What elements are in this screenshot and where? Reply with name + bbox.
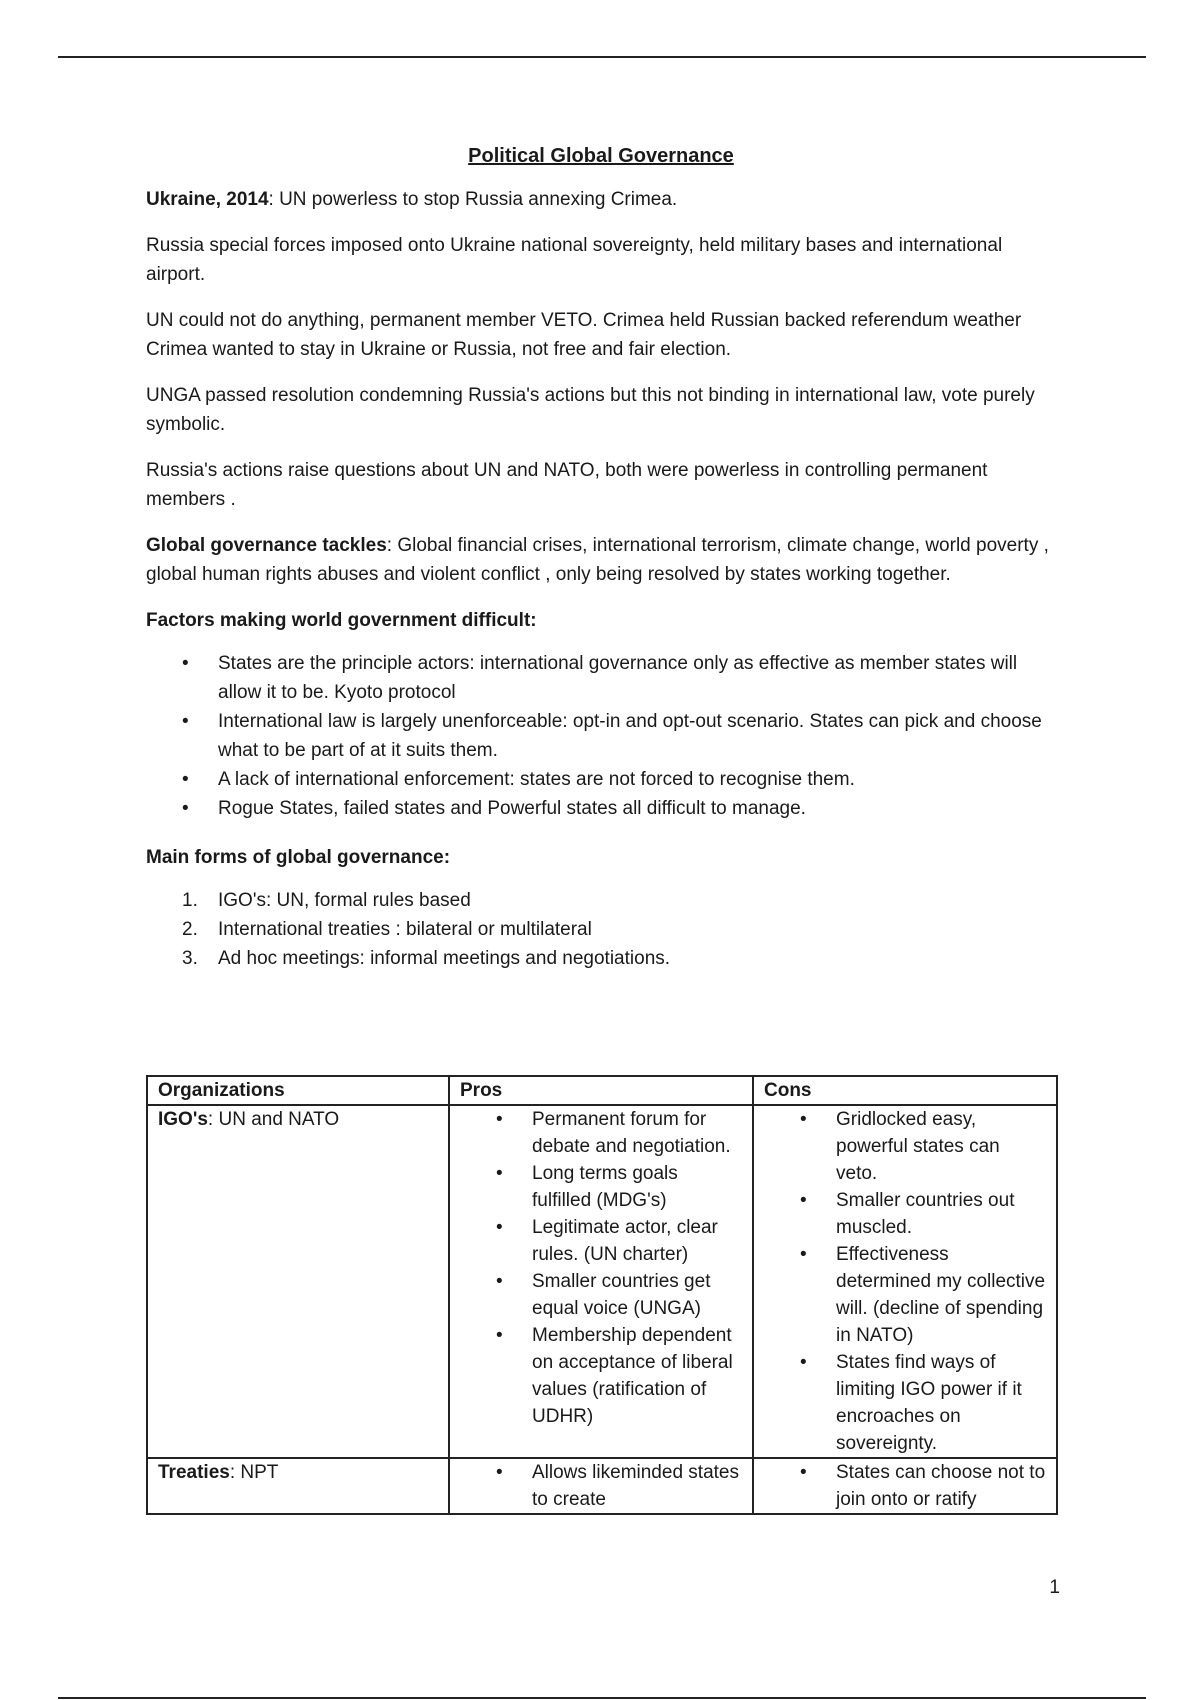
list-item [460,1459,742,1513]
paragraph-label: Global governance tackles [146,535,387,556]
org-label: IGO's [158,1109,208,1130]
paragraph-veto: UN could not do anything, permanent member VETO. Crimea held Russian backed referendum weather Crimea wanted to stay in Ukraine or Russia, not free and fair election. [146,310,1022,360]
list-item-text: International law is largely unenforceable: opt-in and opt-out scenario. States can pick and choose what to be part of at it suits them. [218,711,1042,761]
bullet-icon: • [496,1325,503,1346]
paragraph-unga: UNGA passed resolution condemning Russia's actions but this not binding in international law, vote purely symbolic. [146,385,1035,435]
list-item [460,1322,742,1430]
header-organizations: Organizations [147,1076,449,1105]
bullet-icon: • [182,711,189,732]
pros-list [460,1459,742,1513]
paragraph-ukraine [146,185,1056,214]
list-item [460,1106,742,1160]
org-label: Treaties [158,1462,230,1483]
list-item-text: Allows likeminded states to create [532,1462,739,1510]
bullet-icon: • [496,1163,503,1184]
list-item-text: Long terms goals fulfilled (MDG's) [532,1163,678,1211]
list-item-text: International treaties : bilateral or multilateral [218,919,592,940]
list-item-text: States can choose not to join onto or ratify [836,1462,1046,1510]
list-item-text: Smaller countries get equal voice (UNGA) [532,1271,711,1319]
list-item [146,649,1056,707]
footer-rule [58,1697,1146,1699]
paragraph-text: : UN powerless to stop Russia annexing Crimea. [268,189,678,210]
table-row [147,1105,1057,1458]
list-item [146,915,1056,944]
list-item [764,1187,1046,1241]
table-header-row [147,1076,1057,1105]
list-item-text: States find ways of limiting IGO power if it encroaches on sovereignty. [836,1352,1022,1454]
pros-list [460,1106,742,1430]
bullet-icon: • [496,1462,503,1483]
forms-heading: Main forms of global governance: [146,847,451,868]
header-cons: Cons [753,1076,1057,1105]
page-number: 1 [1049,1577,1060,1598]
list-item [146,944,1056,973]
list-number: 1. [182,890,198,911]
org-text: : UN and NATO [207,1109,340,1130]
bullet-icon: • [182,798,189,819]
list-item [146,765,1056,794]
bullet-icon: • [800,1190,807,1211]
list-item [764,1349,1046,1457]
list-item-text: Ad hoc meetings: informal meetings and negotiations. [218,948,671,969]
list-item [764,1241,1046,1349]
header-pros: Pros [449,1076,753,1105]
cons-list [764,1106,1046,1457]
org-text: : NPT [229,1462,279,1483]
list-item [146,886,1056,915]
bullet-icon: • [182,653,189,674]
paragraph-text: : Global financial crises, international terrorism, climate change, world poverty , global human rights abuses and violent conflict , only being resolved by states working together. [146,535,1049,585]
list-item [146,707,1056,765]
factors-heading: Factors making world government difficult: [146,610,537,631]
bullet-icon: • [182,769,189,790]
paragraph-questions: Russia's actions raise questions about UN and NATO, both were powerless in controlling permanent members . [146,460,988,510]
cons-list [764,1459,1046,1513]
list-item-text: Membership dependent on acceptance of liberal values (ratification of UDHR) [532,1325,733,1427]
list-item [460,1214,742,1268]
paragraph-special-forces: Russia special forces imposed onto Ukraine national sovereignty, held military bases and international airport. [146,235,1003,285]
list-item [764,1106,1046,1187]
pros-cell [449,1458,753,1514]
bullet-icon: • [496,1217,503,1238]
list-item-text: Smaller countries out muscled. [836,1190,1015,1238]
list-item-text: Permanent forum for debate and negotiation. [532,1109,731,1157]
bullet-icon: • [496,1271,503,1292]
list-item [764,1459,1046,1513]
list-item [460,1160,742,1214]
list-number: 3. [182,948,198,969]
list-number: 2. [182,919,198,940]
list-item-text: Rogue States, failed states and Powerful states all difficult to manage. [218,798,806,819]
pros-cell [449,1105,753,1458]
cons-cell [753,1458,1057,1514]
bullet-icon: • [496,1109,503,1130]
header-rule [58,56,1146,58]
org-cell [147,1458,449,1514]
paragraph-label: Ukraine, 2014 [146,189,269,210]
bullet-icon: • [800,1244,807,1265]
organizations-table [146,1075,1058,1515]
list-item [146,794,1056,823]
list-item [460,1268,742,1322]
paragraph-tackles [146,531,1056,589]
page-title: Political Global Governance [468,145,734,167]
list-item-text: Legitimate actor, clear rules. (UN charter) [532,1217,718,1265]
list-item-text: Gridlocked easy, powerful states can veto. [836,1109,1000,1184]
factors-list [146,649,1056,823]
forms-list [146,886,1056,973]
list-item-text: A lack of international enforcement: states are not forced to recognise them. [218,769,855,790]
table-row [147,1458,1057,1514]
document-body [146,142,1056,973]
bullet-icon: • [800,1109,807,1130]
list-item-text: Effectiveness determined my collective will. (decline of spending in NATO) [836,1244,1046,1346]
org-cell [147,1105,449,1458]
bullet-icon: • [800,1352,807,1373]
list-item-text: States are the principle actors: international governance only as effective as member states will allow it to be. Kyoto protocol [218,653,1018,703]
cons-cell [753,1105,1057,1458]
bullet-icon: • [800,1462,807,1483]
list-item-text: IGO's: UN, formal rules based [218,890,471,911]
